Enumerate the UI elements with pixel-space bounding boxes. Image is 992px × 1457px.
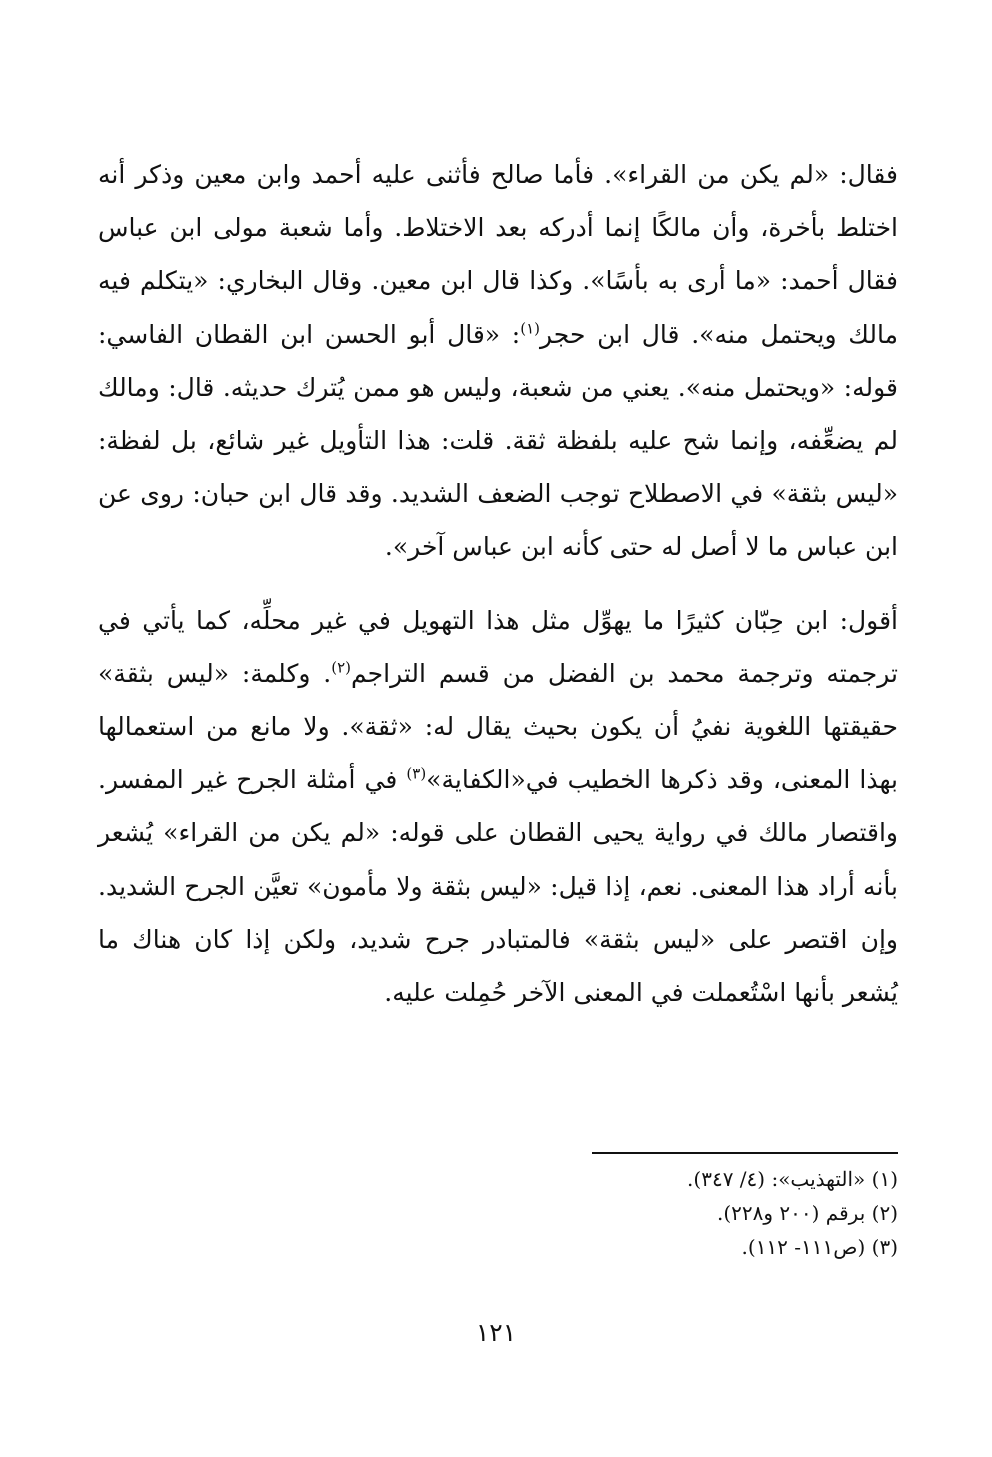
paragraph-2-text-1: أقول: ابن حِبّان كثيرًا ما يهوِّل مثل هذا التهويل في غير محلِّه، كما يأتي في ترجمته وترجمة محمد بن الفضل من قسم التراجم	[98, 605, 898, 688]
footnote-ref-1: (١)	[520, 319, 541, 338]
page-body	[98, 148, 898, 1019]
footnote-1: (١) «التهذيب»: (٤/ ٣٤٧).	[687, 1167, 898, 1191]
footnote-ref-3: (٣)	[406, 764, 427, 783]
page-number: ١٢١	[475, 1318, 517, 1347]
footnote-divider	[592, 1152, 898, 1154]
paragraph-1-text-1: فقال: «لم يكن من القراء». فأما صالح فأثنى عليه أحمد وابن معين وذكر أنه اختلط بأخرة، وأن مالكًا إنما أدركه بعد الاختلاط. وأما شعبة مولى ابن عباس فقال أحمد: «ما أرى به بأسًا». وكذا قال ابن معين. وقال البخاري: «يتكلم فيه مالك ويحتمل منه». قال ابن حجر	[98, 160, 899, 349]
paragraph-2	[98, 594, 898, 1020]
paragraph-2-text-3: في أمثلة الجرح غير المفسر. واقتصار مالك في رواية يحيى القطان على قوله: «لم يكن من القراء» يُشعر بأنه أراد هذا المعنى. نعم، إذا قيل: «ليس بثقة ولا مأمون» تعيَّن الجرح الشديد. وإن اقتصر على «ليس بثقة» فالمتبادر جرح شديد، ولكن إذا كان هناك ما يُشعر بأنها اسْتُعملت في المعنى الآخر حُمِلت عليه.	[98, 765, 898, 1008]
footnote-3: (٣) (ص١١١- ١١٢).	[741, 1235, 898, 1259]
footnotes-list	[300, 1162, 898, 1264]
paragraph-2-text-2: . وكلمة: «ليس بثقة» حقيقتها اللغوية نفيُ أن يكون بحيث يقال له: «ثقة». ولا مانع من استعمالها بهذا المعنى، وقد ذكرها الخطيب في«الكفاية»	[98, 658, 898, 795]
footnote-2: (٢) برقم (٢٠٠ و٢٢٨).	[716, 1201, 898, 1225]
paragraph-1-text-2: : «قال أبو الحسن ابن القطان الفاسي: قوله: «ويحتمل منه». يعني من شعبة، وليس هو ممن يُترك حديثه. قال: ومالك لم يضعِّفه، وإنما شح عليه بلفظة ثقة. قلت: هذا التأويل غير شائع، بل لفظة: «ليس بثقة» في الاصطلاح توجب الضعف الشديد. وقد قال ابن حبان: روى عن ابن عباس ما لا أصل له حتى كأنه ابن عباس آخر».	[98, 319, 898, 562]
footnote-ref-2: (٢)	[331, 658, 352, 677]
paragraph-1	[98, 148, 898, 574]
